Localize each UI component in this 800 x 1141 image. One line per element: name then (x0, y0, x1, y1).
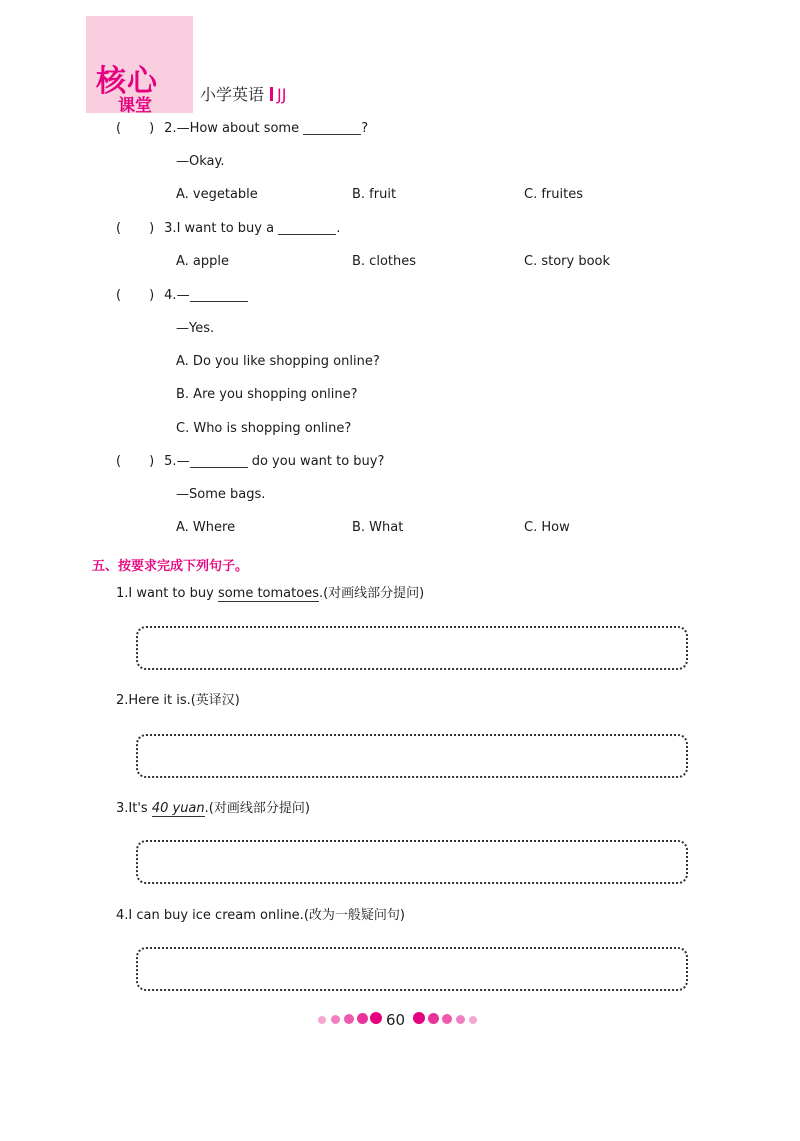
question-2-stem: ( ) 2.—How about some ? (116, 121, 369, 136)
option-b[interactable]: B. What (352, 520, 404, 535)
answer-box-1[interactable] (136, 626, 688, 670)
question-5-stem: ( ) 5.— do you want to buy? (116, 454, 385, 469)
footer-dot-icon (318, 1016, 326, 1024)
option-b[interactable]: B. fruit (352, 187, 397, 202)
footer-dot-icon (344, 1014, 354, 1024)
header-separator (270, 87, 273, 101)
page-number: 60 (386, 1011, 406, 1029)
option-c[interactable]: C. story book (524, 254, 611, 269)
footer-dot-icon (331, 1015, 340, 1024)
answer-blank[interactable] (278, 220, 336, 235)
answer-box-3[interactable] (136, 840, 688, 884)
footer-dot-icon (357, 1013, 368, 1024)
question-3-stem: ( ) 3.I want to buy a . (116, 221, 341, 236)
question-5-reply: —Some bags. (176, 487, 266, 502)
rewrite-item-3: 3.It's 40 yuan.(对画线部分提问) (116, 801, 310, 816)
logo-main-text: 核心 (96, 64, 158, 99)
option-c[interactable]: C. How (524, 520, 570, 535)
footer-dot-icon (469, 1016, 477, 1024)
answer-blank[interactable] (303, 120, 361, 135)
question-4-reply: —Yes. (176, 321, 215, 336)
rewrite-item-4: 4.I can buy ice cream online.(改为一般疑问句) (116, 908, 405, 923)
subject-label: 小学英语 (200, 85, 265, 104)
answer-blank[interactable] (190, 453, 248, 468)
rewrite-item-1: 1.I want to buy some tomatoes.(对画线部分提问) (116, 586, 425, 601)
section-5-title: 五、按要求完成下列句子。 (92, 559, 249, 574)
question-2-reply: —Okay. (176, 154, 225, 169)
option-b[interactable]: B. clothes (352, 254, 417, 269)
answer-blank[interactable] (190, 287, 248, 302)
option-a[interactable]: A. Where (176, 520, 236, 535)
footer-dot-icon (442, 1014, 452, 1024)
rewrite-item-2: 2.Here it is.(英译汉) (116, 693, 240, 708)
answer-box-2[interactable] (136, 734, 688, 778)
question-4-stem: ( ) 4.— (116, 287, 248, 305)
option-b[interactable]: B. Are you shopping online? (176, 387, 358, 402)
header-subject-line (200, 82, 286, 105)
footer-dot-icon (413, 1012, 425, 1024)
option-a[interactable]: A. apple (176, 254, 230, 269)
option-a[interactable]: A. Do you like shopping online? (176, 354, 380, 369)
footer-dot-icon (370, 1012, 382, 1024)
option-c[interactable]: C. fruites (524, 187, 583, 202)
answer-box-4[interactable] (136, 947, 688, 991)
logo-sub-text: 课堂 (118, 96, 152, 116)
footer-dot-icon (428, 1013, 439, 1024)
footer-dot-icon (456, 1015, 465, 1024)
option-a[interactable]: A. vegetable (176, 187, 258, 202)
option-c[interactable]: C. Who is shopping online? (176, 421, 352, 436)
edition-label: JJ (277, 85, 287, 104)
